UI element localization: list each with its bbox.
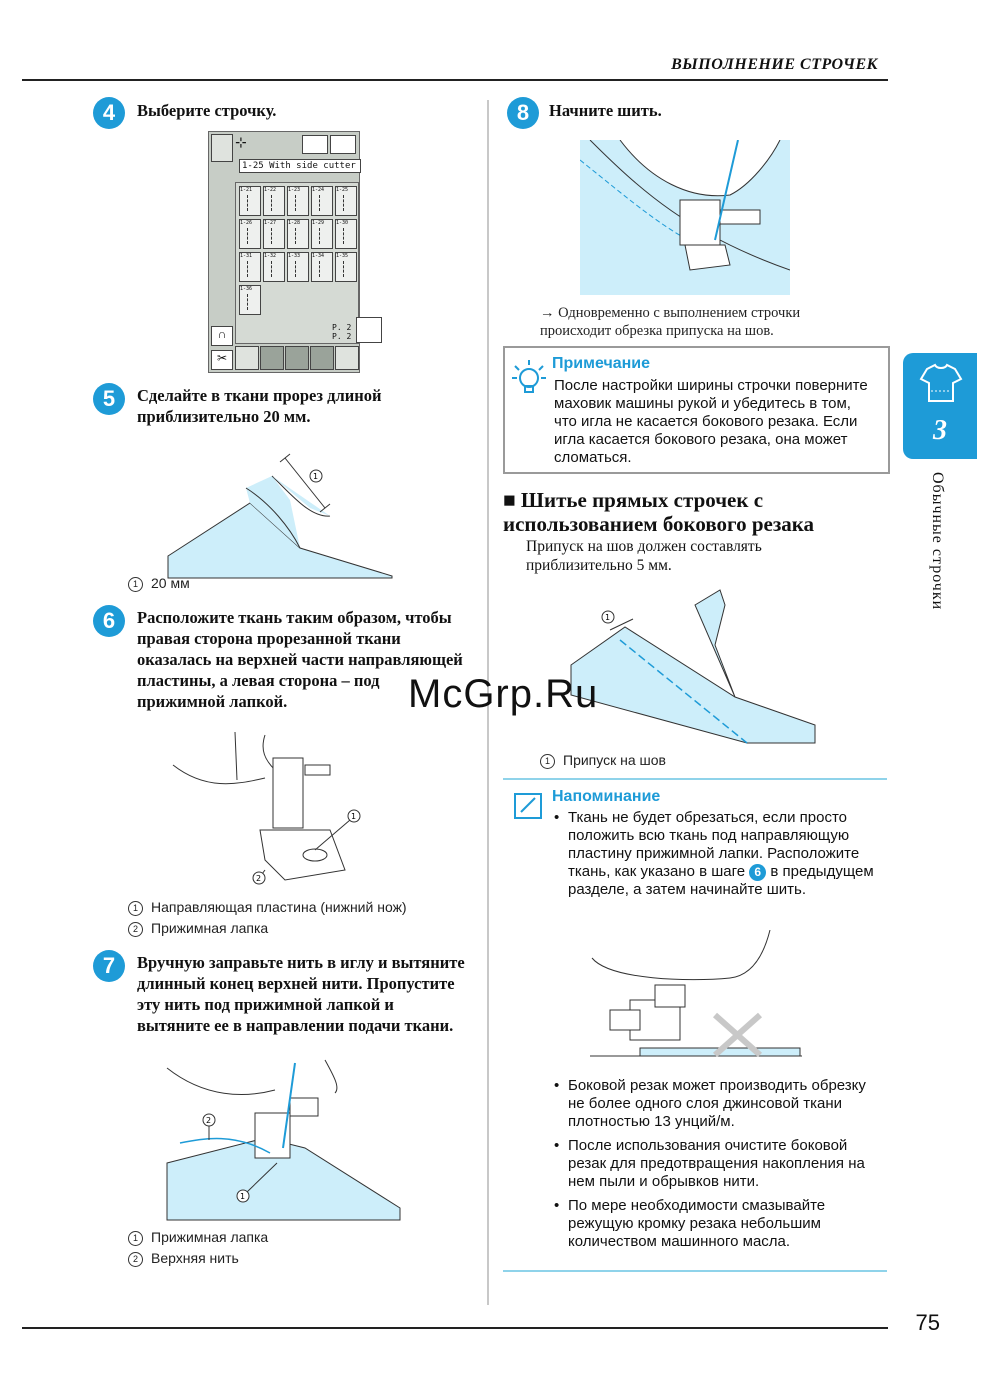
page-arrow-icon[interactable] (356, 317, 382, 343)
pattern-option[interactable] (287, 219, 309, 249)
sewing-illustration (580, 140, 790, 295)
note-title: Примечание (552, 355, 651, 372)
page-number: 75 (915, 1310, 940, 1335)
pattern-code: 1-31 (240, 253, 253, 259)
memo-bullet-content (554, 809, 879, 899)
pattern-option[interactable] (263, 252, 285, 282)
stitch-glyph-icon (295, 228, 302, 244)
chapter-tab (903, 353, 977, 459)
step-8-badge: 8 (507, 97, 539, 129)
memo-bullet-4: • По мере необходимости смазывайте режущую кромку резака небольшим количеством машинного масла. (554, 1197, 879, 1251)
step-5-text: Сделайте в ткани прорез длиной приблизительно 20 мм. (137, 386, 382, 426)
caption-text: Прижимная лапка (151, 1229, 269, 1245)
step-6-reference-badge: 6 (749, 864, 766, 881)
memo-bullet-2: • Боковой резак может производить обрезку не более одного слоя джинсовой ткани плотностью 13 унций/м. (554, 1077, 879, 1131)
stitch-glyph-icon (271, 195, 278, 211)
svg-text:1: 1 (605, 613, 611, 622)
stitch-glyph-icon (247, 294, 254, 310)
header-rule (22, 79, 888, 81)
step-7-caption-1 (128, 1227, 268, 1248)
caption-text: Припуск на шов (563, 752, 666, 768)
stitch-glyph-icon (295, 195, 302, 211)
section-caption (540, 750, 666, 771)
category-tabs (235, 346, 357, 370)
tab-stitch-2[interactable] (260, 346, 284, 370)
pattern-code: 1-30 (336, 220, 349, 226)
memo-bullet-1-part-a: Ткань не будет обрезаться, если просто положить всю ткань под направляющую пластину прижимной лапки. Расположите ткань, как указано в шаге (568, 809, 860, 880)
memo-pencil-icon (513, 792, 545, 820)
pattern-code: 1-22 (264, 187, 277, 193)
step-4-text: Выберите строчку. (137, 101, 277, 120)
caption-marker: 1 (540, 754, 555, 769)
section-subtitle: Припуск на шов должен составлять приблизительно 5 мм. (526, 538, 762, 574)
pattern-option[interactable] (287, 252, 309, 282)
caption-text: Верхняя нить (151, 1250, 239, 1266)
memo-top-rule (503, 778, 887, 780)
pattern-code: 1-33 (288, 253, 301, 259)
pattern-code: 1-26 (240, 220, 253, 226)
svg-text:1: 1 (240, 1192, 246, 1201)
page-indicator (332, 323, 351, 341)
stitch-glyph-icon (343, 195, 350, 211)
caption-marker: 1 (128, 901, 143, 916)
step-5-caption (128, 573, 190, 594)
needle-icon: ⊹ (235, 134, 247, 150)
lcd-pattern-screen (208, 131, 360, 373)
step-7-badge: 7 (93, 950, 125, 982)
pattern-option[interactable] (287, 186, 309, 216)
step-4-badge: 4 (93, 97, 125, 129)
stitch-glyph-icon (247, 261, 254, 277)
stitch-glyph-icon (319, 261, 326, 277)
pattern-code: 1-21 (240, 187, 253, 193)
caption-marker: 2 (128, 1252, 143, 1267)
caption-marker: 1 (128, 577, 143, 592)
scissors-icon[interactable]: ✂ (211, 350, 233, 370)
presser-foot-illustration (165, 730, 375, 890)
tab-stitch-5[interactable] (335, 346, 359, 370)
pattern-code: 1-28 (288, 220, 301, 226)
caption-marker: 1 (128, 1231, 143, 1246)
step-6-caption-1 (128, 897, 407, 918)
pattern-code: 1-34 (312, 253, 325, 259)
memory-icon (330, 135, 356, 154)
page-current: P. 2 (332, 323, 352, 332)
shirt-mode-icon (302, 135, 328, 154)
svg-text:1: 1 (351, 812, 357, 821)
note-box (503, 346, 890, 474)
section-title: ■ Шитье прямых строчек с использованием бокового резака (503, 488, 815, 536)
step-8-result: → Одновременно с выполнением строчки происходит обрезка припуска на шов. (540, 305, 801, 339)
step-6-badge: 6 (93, 605, 125, 637)
pattern-code: 1-35 (336, 253, 349, 259)
stitch-glyph-icon (271, 228, 278, 244)
running-header: ВЫПОЛНЕНИЕ СТРОЧЕК (671, 56, 878, 73)
pattern-category-icon (211, 134, 233, 162)
tab-stitch-3[interactable] (285, 346, 309, 370)
svg-text:1: 1 (313, 472, 319, 481)
memo-title: Напоминание (552, 788, 661, 805)
pattern-grid (235, 182, 359, 344)
step-5-badge: 5 (93, 383, 125, 415)
step-6-caption-2 (128, 918, 268, 939)
step-7-caption-2 (128, 1248, 239, 1269)
stitch-glyph-icon (343, 228, 350, 244)
svg-text:2: 2 (206, 1116, 212, 1125)
step-8-text: Начните шить. (549, 101, 662, 120)
stitch-glyph-icon (247, 195, 254, 211)
chapter-number: 3 (933, 415, 947, 446)
pattern-option[interactable] (239, 252, 261, 282)
pattern-option[interactable] (311, 219, 333, 249)
watermark: McGrp.Ru (408, 672, 599, 716)
stitch-glyph-icon (343, 261, 350, 277)
reverse-icon[interactable]: ∩ (211, 326, 233, 346)
threading-illustration (165, 1058, 405, 1223)
memo-bullet-1-part-b: в предыдущем разделе, а затем начинайте шить. (568, 863, 874, 898)
note-text: После настройки ширины строчки поверните маховик машины рукой и убедитесь в том, что игла не касается бокового резака. Если игла касается бокового резака, она может сломаться. (554, 377, 868, 466)
fabric-cut-illustration (160, 448, 400, 580)
footer-rule (22, 1327, 888, 1329)
pattern-code: 1-24 (312, 187, 325, 193)
pattern-code: 1-27 (264, 220, 277, 226)
step-6-text: Расположите ткань таким образом, чтобы правая сторона прорезанной ткани оказалась на верхней части направляющей пластины, а левая сторона – под прижимной лапкой. (137, 608, 463, 711)
pattern-code: 1-29 (312, 220, 325, 226)
pattern-option[interactable] (239, 219, 261, 249)
svg-text:2: 2 (256, 874, 262, 883)
stitch-glyph-icon (295, 261, 302, 277)
pattern-option[interactable] (239, 285, 261, 315)
caption-text: Прижимная лапка (151, 920, 269, 936)
pattern-option[interactable] (239, 186, 261, 216)
memo-bullets (554, 1077, 879, 1251)
stitch-glyph-icon (319, 228, 326, 244)
pattern-code: 1-23 (288, 187, 301, 193)
page-total: P. 2 (332, 332, 352, 341)
tab-stitch-4[interactable] (310, 346, 334, 370)
memo-bottom-rule (503, 1270, 887, 1272)
pattern-option[interactable] (335, 219, 357, 249)
memo-bullet-1 (554, 809, 879, 899)
pattern-code: 1-25 (336, 187, 349, 193)
pattern-option[interactable] (335, 252, 357, 282)
pattern-option[interactable] (263, 186, 285, 216)
stitch-glyph-icon (247, 228, 254, 244)
pattern-code: 1-36 (240, 286, 253, 292)
pattern-option[interactable] (335, 186, 357, 216)
seam-allowance-illustration (565, 585, 820, 745)
caption-text: 20 мм (151, 575, 190, 591)
stitch-glyph-icon (271, 261, 278, 277)
chapter-label: Обычные строчки (929, 472, 946, 611)
memo-bullet-3: • После использования очистите боковой резак для предотвращения накопления на нем пыли и обрывков нити. (554, 1137, 879, 1191)
lightbulb-icon (511, 358, 549, 394)
pattern-option[interactable] (311, 252, 333, 282)
pattern-option[interactable] (311, 186, 333, 216)
pattern-code: 1-32 (264, 253, 277, 259)
tab-stitch-1[interactable] (235, 346, 259, 370)
caption-marker: 2 (128, 922, 143, 937)
caption-text: Направляющая пластина (нижний нож) (151, 899, 407, 915)
pattern-option[interactable] (263, 219, 285, 249)
step-7-text: Вручную заправьте нить в иглу и вытяните длинный конец верхней нити. Пропустите эту нить под прижимной лапкой и вытяните ее в направлении подачи ткани. (137, 953, 465, 1035)
wrong-placement-illustration (590, 930, 805, 1060)
shirt-icon (919, 363, 963, 403)
selected-pattern-label: 1-25 With side cutter (239, 159, 361, 173)
stitch-glyph-icon (319, 195, 326, 211)
